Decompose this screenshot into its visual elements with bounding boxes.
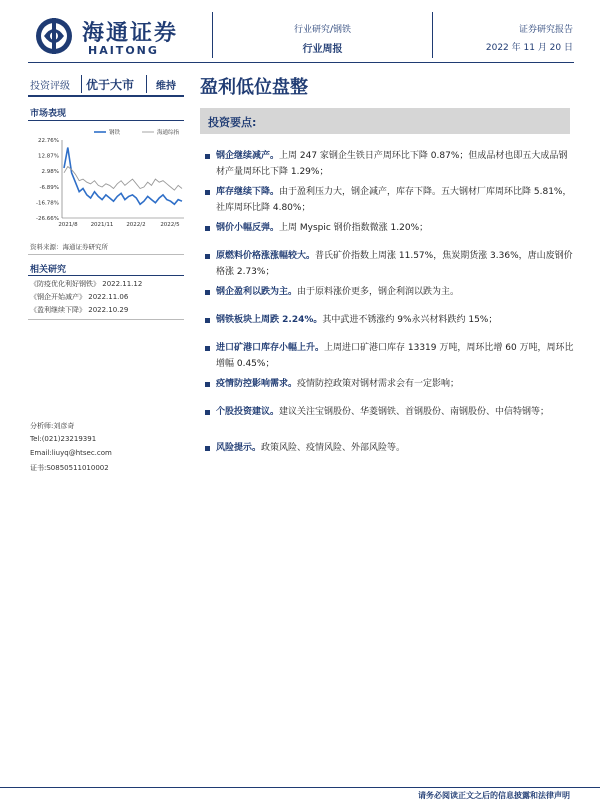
header-rule — [28, 62, 574, 63]
report-category: 行业研究/钢铁 — [293, 25, 352, 35]
key-point-text: 上周 Myspic 钢价指数微涨 1.20%； — [279, 223, 429, 233]
source-rule — [28, 254, 184, 255]
analyst-email[interactable]: Email:liuyq@htsec.com — [30, 449, 112, 457]
related-item[interactable] — [30, 305, 128, 315]
y-tick-label: 2.98% — [41, 169, 59, 176]
rating-sep-1 — [81, 75, 82, 93]
footer-disclaimer: 请务必阅读正文之后的信息披露和法律声明 — [418, 791, 570, 800]
key-point-text: 其中武进不锈涨约 9%永兴材料跌约 15%； — [322, 315, 498, 325]
related-title-rule — [28, 275, 184, 276]
x-tick-label: 2022/2 — [126, 222, 146, 228]
rating-action: 维持 — [156, 81, 176, 92]
rating-box — [28, 75, 184, 97]
key-point-keyword: 原燃料价格涨涨幅较大。 — [216, 251, 316, 261]
related-item[interactable] — [30, 279, 142, 289]
key-point-keyword: 钢价小幅反弹。 — [216, 223, 280, 233]
key-point — [216, 248, 574, 280]
bullet-marker — [205, 254, 210, 259]
key-point-text: 建议关注宝钢股份、华菱钢铁、首钢股份、南钢股份、中信特钢等； — [279, 407, 550, 417]
key-point-keyword: 风险提示。 — [216, 443, 262, 453]
related-item-date: 2022.11.12 — [102, 280, 143, 288]
key-point-keyword: 疫情防控影响需求。 — [216, 379, 298, 389]
related-item-title[interactable]: 《盈利继续下降》 — [30, 306, 86, 314]
logo-emblem-icon — [34, 16, 74, 56]
legend-label: 海通综指 — [157, 130, 180, 136]
bullet-marker — [205, 382, 210, 387]
bullet-marker — [205, 346, 210, 351]
rating-sep-2 — [146, 75, 147, 93]
footer-rule — [0, 787, 600, 788]
bullet-marker — [205, 190, 210, 195]
key-point — [216, 148, 574, 180]
y-tick-label: -16.78% — [36, 200, 59, 207]
key-point-keyword: 进口矿港口库存小幅上升。 — [216, 343, 325, 353]
bullet-marker — [205, 154, 210, 159]
market-chart — [28, 126, 188, 238]
key-point — [216, 284, 574, 300]
header-right-title: 证券研究报告 — [518, 25, 573, 35]
rating-label: 投资评级 — [30, 81, 70, 92]
key-point — [216, 340, 574, 372]
key-point-keyword: 个股投资建议。 — [216, 407, 280, 417]
key-point — [216, 404, 574, 420]
key-point-text: 政策风险、疫情风险、外部风险等。 — [261, 443, 406, 453]
key-point — [216, 312, 574, 328]
legend-label: 钢铁 — [109, 130, 121, 136]
key-point — [216, 184, 574, 216]
key-point — [216, 440, 574, 456]
bullet-marker — [205, 410, 210, 415]
y-tick-label: 22.76% — [38, 138, 59, 144]
key-point-keyword: 钢企继续减产。 — [216, 151, 280, 161]
market-section-title: 市场表现 — [30, 109, 67, 119]
report-date: 2022 年 11 月 20 日 — [485, 43, 573, 53]
y-tick-label: -6.89% — [39, 184, 59, 191]
key-point-keyword: 钢企盈利以跌为主。 — [216, 287, 298, 297]
key-point-text: 由于盈利压力大，钢企减产，库存下降。五大钢材厂库周环比降 5.81%，社库周环比降 4.80%； — [216, 187, 572, 213]
key-point — [216, 220, 574, 236]
key-point-keyword: 库存继续下降。 — [216, 187, 280, 197]
related-section-title: 相关研究 — [30, 265, 67, 275]
key-point-text: 由于原料涨价更多，钢企利润以跌为主。 — [297, 287, 460, 297]
key-point-text: 上周进口矿港口库存 13319 万吨，周环比增 60 万吨，周环比增幅 0.45%； — [216, 343, 574, 369]
x-tick-label: 2021/11 — [90, 222, 114, 228]
related-item-title[interactable]: 《钢企开始减产》 — [30, 293, 86, 301]
chart-source: 资料来源：海通证券研究所 — [30, 243, 108, 251]
x-tick-label: 2022/5 — [160, 222, 180, 228]
key-point — [216, 376, 574, 392]
analyst-name: 分析师:刘彦奇 — [30, 422, 75, 430]
logo-english-text: HAITONG — [88, 44, 159, 57]
bullet-marker — [205, 318, 210, 323]
report-title: 盈利低位盘整 — [200, 77, 308, 98]
company-logo — [34, 14, 184, 60]
key-points-banner — [200, 108, 570, 134]
bullet-marker — [205, 290, 210, 295]
related-item[interactable] — [30, 292, 128, 302]
analyst-tel: Tel:(021)23219391 — [30, 435, 97, 443]
bullet-marker — [205, 226, 210, 231]
series-line-0 — [64, 148, 182, 205]
y-tick-label: 12.87% — [38, 153, 59, 160]
key-point-text: 疫情防控政策对钢材需求会有一定影响； — [297, 379, 460, 389]
related-item-title[interactable]: 《防疫优化利好钢铁》 — [30, 280, 100, 288]
logo-chinese-text: 海通证券 — [82, 20, 179, 46]
rating-value: 优于大市 — [86, 78, 135, 92]
key-point-text: 普氏矿价指数上周涨 11.57%，焦炭期货涨 3.36%，唐山废钢价格涨 2.73%； — [216, 251, 573, 277]
related-item-date: 2022.11.06 — [88, 293, 129, 301]
market-title-rule — [28, 120, 184, 121]
analyst-cert: 证书:S0850511010002 — [30, 464, 109, 472]
report-type: 行业周报 — [302, 44, 343, 55]
y-tick-label: -26.66% — [36, 216, 59, 222]
key-points-heading: 投资要点: — [208, 116, 257, 129]
related-item-date: 2022.10.29 — [88, 306, 129, 314]
key-point-keyword: 钢铁板块上周跌 2.24%。 — [216, 315, 323, 325]
x-tick-label: 2021/8 — [58, 222, 78, 228]
key-point-text: 上周 247 家钢企生铁日产周环比下降 0.87%；但成品材也即五大成品钢材产量周环比下降 1.29%； — [216, 151, 568, 177]
related-bottom-rule — [28, 319, 184, 320]
series-line-1 — [64, 167, 182, 191]
bullet-marker — [205, 446, 210, 451]
